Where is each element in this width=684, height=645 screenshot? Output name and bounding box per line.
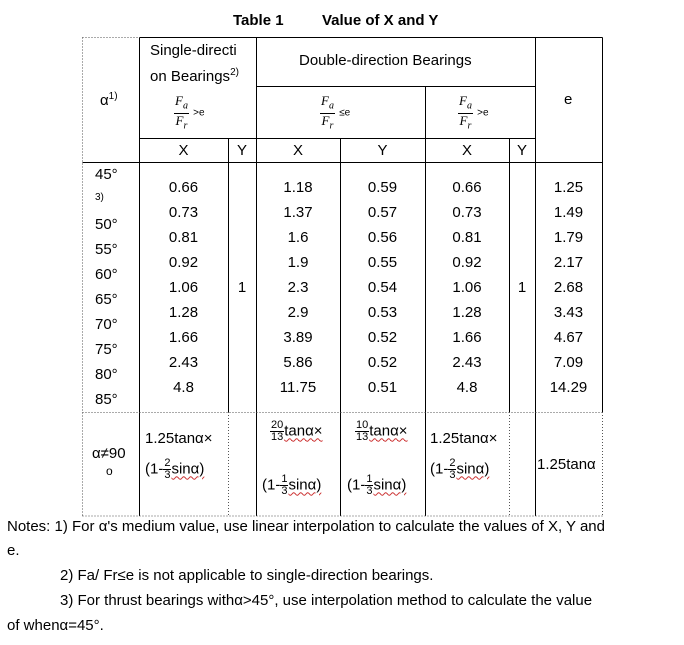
e-value-cell: 2.68 xyxy=(553,279,584,296)
single-x-cell: 1.66 xyxy=(168,329,199,346)
angle-85: 85° xyxy=(95,391,118,408)
e-value-cell: 1.49 xyxy=(553,204,584,221)
angle-70: 70° xyxy=(95,316,118,333)
double-x2-formula-line1: 1.25tanα× xyxy=(430,430,498,447)
double-x-1-cell: 3.89 xyxy=(283,329,313,346)
single-x-cell: 0.81 xyxy=(168,229,199,246)
note-3-line2: of whenα=45°. xyxy=(7,617,104,634)
note-1-line2: e. xyxy=(7,542,20,559)
angle-65: 65° xyxy=(95,291,118,308)
double-y-1-cell: 0.54 xyxy=(367,279,398,296)
single-x-cell: 4.8 xyxy=(173,379,194,396)
double-x-1-cell: 2.9 xyxy=(287,304,309,321)
double-y-1-cell: 0.56 xyxy=(367,229,398,246)
double-y-1-cell: 0.52 xyxy=(367,329,398,346)
fraction-header-single: $\frac{F_a}{F_r}$ >e xyxy=(175,93,205,132)
double-y-1-cell: 0.59 xyxy=(367,179,398,196)
e-value-cell: 7.09 xyxy=(553,354,584,371)
alpha-header: $\alpha^{1)}$ xyxy=(100,91,118,109)
y-single-value: 1 xyxy=(237,279,247,296)
double-x-2-cell: 1.28 xyxy=(452,304,482,321)
double-x-2-cell: 4.8 xyxy=(456,379,478,396)
double-x-1-cell: 11.75 xyxy=(279,379,317,396)
alpha-degree: o xyxy=(106,464,113,478)
double-x-2-cell: 2.43 xyxy=(452,354,482,371)
double-x2-formula-line2: (1- $\frac{2}{3}$ sinα) xyxy=(430,457,490,481)
double-y1-formula-line1: $\frac{10}{13}$ tanα× xyxy=(356,419,408,443)
double-x-2-cell: 0.66 xyxy=(452,179,482,196)
double-x-2-cell: 1.66 xyxy=(452,329,482,346)
table-number: Table 1 xyxy=(233,12,284,29)
angle-75: 75° xyxy=(95,341,118,358)
e-header: e xyxy=(564,91,573,108)
single-x-cell: 0.73 xyxy=(168,204,199,221)
angle-55: 55° xyxy=(95,241,118,258)
e-value-cell: 1.79 xyxy=(553,229,584,246)
double-x-2-cell: 0.73 xyxy=(452,204,482,221)
double-y-1-cell: 0.53 xyxy=(367,304,398,321)
double-x-1-cell: 1.9 xyxy=(287,254,309,271)
double-x-1-cell: 1.37 xyxy=(283,204,313,221)
note-3-line1: 3) For thrust bearings withα>45°, use interpolation method to calculate the value xyxy=(60,592,593,609)
col-x-single: X xyxy=(178,142,189,159)
double-x-2-cell: 0.92 xyxy=(452,254,482,271)
double-x1-formula-line1: $\frac{20}{13}$ tanα× xyxy=(271,419,323,443)
double-x-1-cell: 1.6 xyxy=(287,229,309,246)
single-x-cell: 1.28 xyxy=(168,304,199,321)
col-y-double-1: Y xyxy=(377,142,388,159)
col-x-double-2: X xyxy=(461,142,472,159)
note-2: 2) Fa/ Fr≤e is not applicable to single-direction bearings. xyxy=(60,567,434,584)
table-caption: Value of X and Y xyxy=(322,12,439,29)
double-y-1-cell: 0.51 xyxy=(367,379,398,396)
col-x-double-1: X xyxy=(292,142,303,159)
single-x-cell: 2.43 xyxy=(168,354,199,371)
single-x-cell: 1.06 xyxy=(168,279,199,296)
double-x-1-cell: 1.18 xyxy=(283,179,313,196)
double-x1-formula-line2: (1- $\frac{1}{3}$ sinα) xyxy=(262,473,322,497)
e-value-cell: 14.29 xyxy=(549,379,588,396)
e-value-cell: 4.67 xyxy=(553,329,584,346)
single-direction-header: Single-directi on Bearings$^{2)}$ xyxy=(150,42,239,85)
col-y-double-2: Y xyxy=(516,142,527,159)
y-double-value: 1 xyxy=(517,279,527,296)
single-x-formula-line2: (1- $\frac{2}{3}$ sinα) xyxy=(145,457,205,481)
double-x-1-cell: 2.3 xyxy=(287,279,309,296)
angle-60: 60° xyxy=(95,266,118,283)
e-value-cell: 3.43 xyxy=(553,304,584,321)
angle-80: 80° xyxy=(95,366,118,383)
alpha-not-90-label: α≠90 xyxy=(92,445,126,462)
single-x-cell: 0.66 xyxy=(168,179,199,196)
e-formula: 1.25tanα xyxy=(537,456,596,473)
double-y-1-cell: 0.55 xyxy=(367,254,398,271)
e-value-cell: 2.17 xyxy=(553,254,584,271)
angle-50: 50° xyxy=(95,216,118,233)
double-direction-header: Double-direction Bearings xyxy=(299,52,472,69)
double-x-2-cell: 0.81 xyxy=(452,229,482,246)
fraction-header-double-1: $\frac{F_a}{F_r}$ ≤e xyxy=(321,93,351,132)
double-x-1-cell: 5.86 xyxy=(283,354,313,371)
angle-45: 45° xyxy=(95,166,118,183)
double-x-2-cell: 1.06 xyxy=(452,279,482,296)
fraction-header-double-2: $\frac{F_a}{F_r}$ >e xyxy=(459,93,489,132)
double-y-1-cell: 0.57 xyxy=(367,204,398,221)
double-y-1-cell: 0.52 xyxy=(367,354,398,371)
angle-45-note: 3) xyxy=(95,192,104,203)
e-value-cell: 1.25 xyxy=(553,179,584,196)
single-x-formula-line1: 1.25tanα× xyxy=(145,430,213,447)
double-y1-formula-line2: (1- $\frac{1}{3}$ sinα) xyxy=(347,473,407,497)
col-y-single: Y xyxy=(236,142,247,159)
note-1-line1: Notes: 1) For α's medium value, use linear interpolation to calculate the values of X, Y and xyxy=(7,518,605,535)
single-x-cell: 0.92 xyxy=(168,254,199,271)
